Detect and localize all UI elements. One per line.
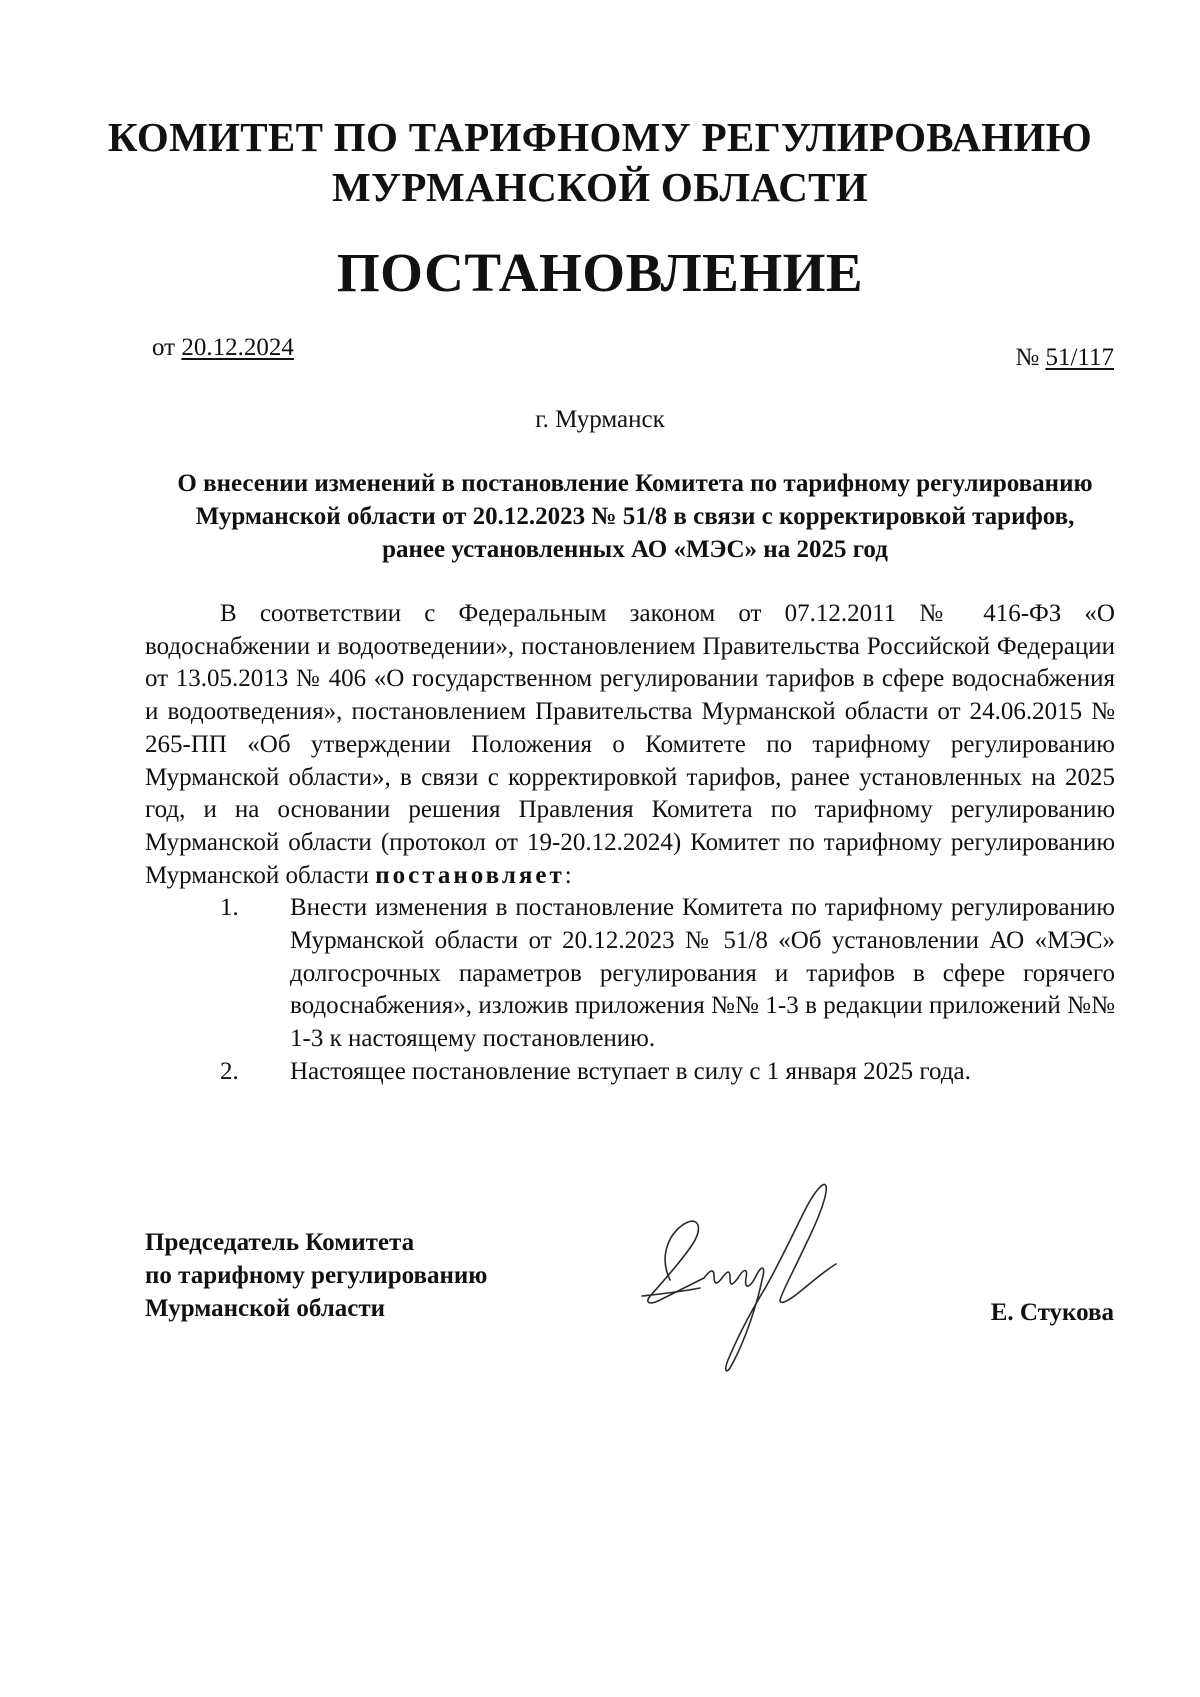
organization-name-line1: КОМИТЕТ ПО ТАРИФНОМУ РЕГУЛИРОВАНИЮ <box>107 114 1093 160</box>
signatory-title-line1: Председатель Комитета <box>145 1229 415 1256</box>
signatory-title-line2: по тарифному регулированию <box>145 1262 488 1289</box>
signatory-name: Е. Стукова <box>990 1299 1114 1326</box>
list-item <box>145 892 1115 1056</box>
signatory-title-line3: Мурманской области <box>145 1295 386 1322</box>
organization-name-line2: МУРМАНСКОЙ ОБЛАСТИ <box>332 164 868 210</box>
document-date <box>152 333 294 363</box>
document-number <box>1015 343 1114 373</box>
list-item-text: Настоящее постановление вступает в силу с 1 января 2025 года. <box>290 1057 971 1085</box>
list-item-number: 2. <box>220 1057 239 1085</box>
signatory-title <box>145 1226 487 1325</box>
preamble-text: В соответствии с Федеральным законом от 07.12.2011 № 416-ФЗ «О водоснабжении и водоотведении», постановлением Правительства Российской Федерации от 13.05.2013 № 406 «О государственном регулировании тарифов в сфере водоснабжения и водоотведения», постановлением Правительства Мурманской области от 24.06.2015 № 265-ПП «Об утверждении Положения о Комитете по тарифному регулированию Мурманской области», в связи с корректировкой тарифов, ранее установленных на 2025 год, и на основании решения Правления Комитета по тарифному регулированию Мурманской области (протокол от 19-20.12.2024) Комитет по тарифному регулированию Мурманской области <box>145 600 1115 889</box>
resolves-word: постановляет <box>375 861 565 889</box>
list-item-number: 1. <box>220 894 239 922</box>
number-value: 51/117 <box>1045 344 1114 371</box>
preamble-paragraph <box>145 598 1115 892</box>
document-type-title: ПОСТАНОВЛЕНИЕ <box>336 242 864 303</box>
list-item <box>145 1056 1115 1089</box>
number-prefix: № <box>1015 344 1040 371</box>
date-prefix: от <box>152 334 176 361</box>
document-subject: О внесении изменений в постановление Комитета по тарифному регулированию Мурманской области от 20.12.2023 № 51/8 в связи с корректировкой тарифов, ранее установленных АО «МЭС» на 2025 год <box>177 470 1093 563</box>
list-item-text: Внести изменения в постановление Комитета по тарифному регулированию Мурманской области от 20.12.2023 № 51/8 «Об установлении АО «МЭС» долгосрочных параметров регулирования и тарифов в сфере горячего водоснабжения», изложив приложения №№ 1-3 в редакции приложений №№ 1-3 к настоящему постановлению. <box>290 894 1115 1053</box>
date-value: 20.12.2024 <box>181 334 294 361</box>
resolves-colon: : <box>564 861 572 889</box>
city-line: г. Мурманск <box>535 406 665 433</box>
handwritten-signature <box>630 1160 860 1380</box>
document-body <box>145 598 1115 1089</box>
